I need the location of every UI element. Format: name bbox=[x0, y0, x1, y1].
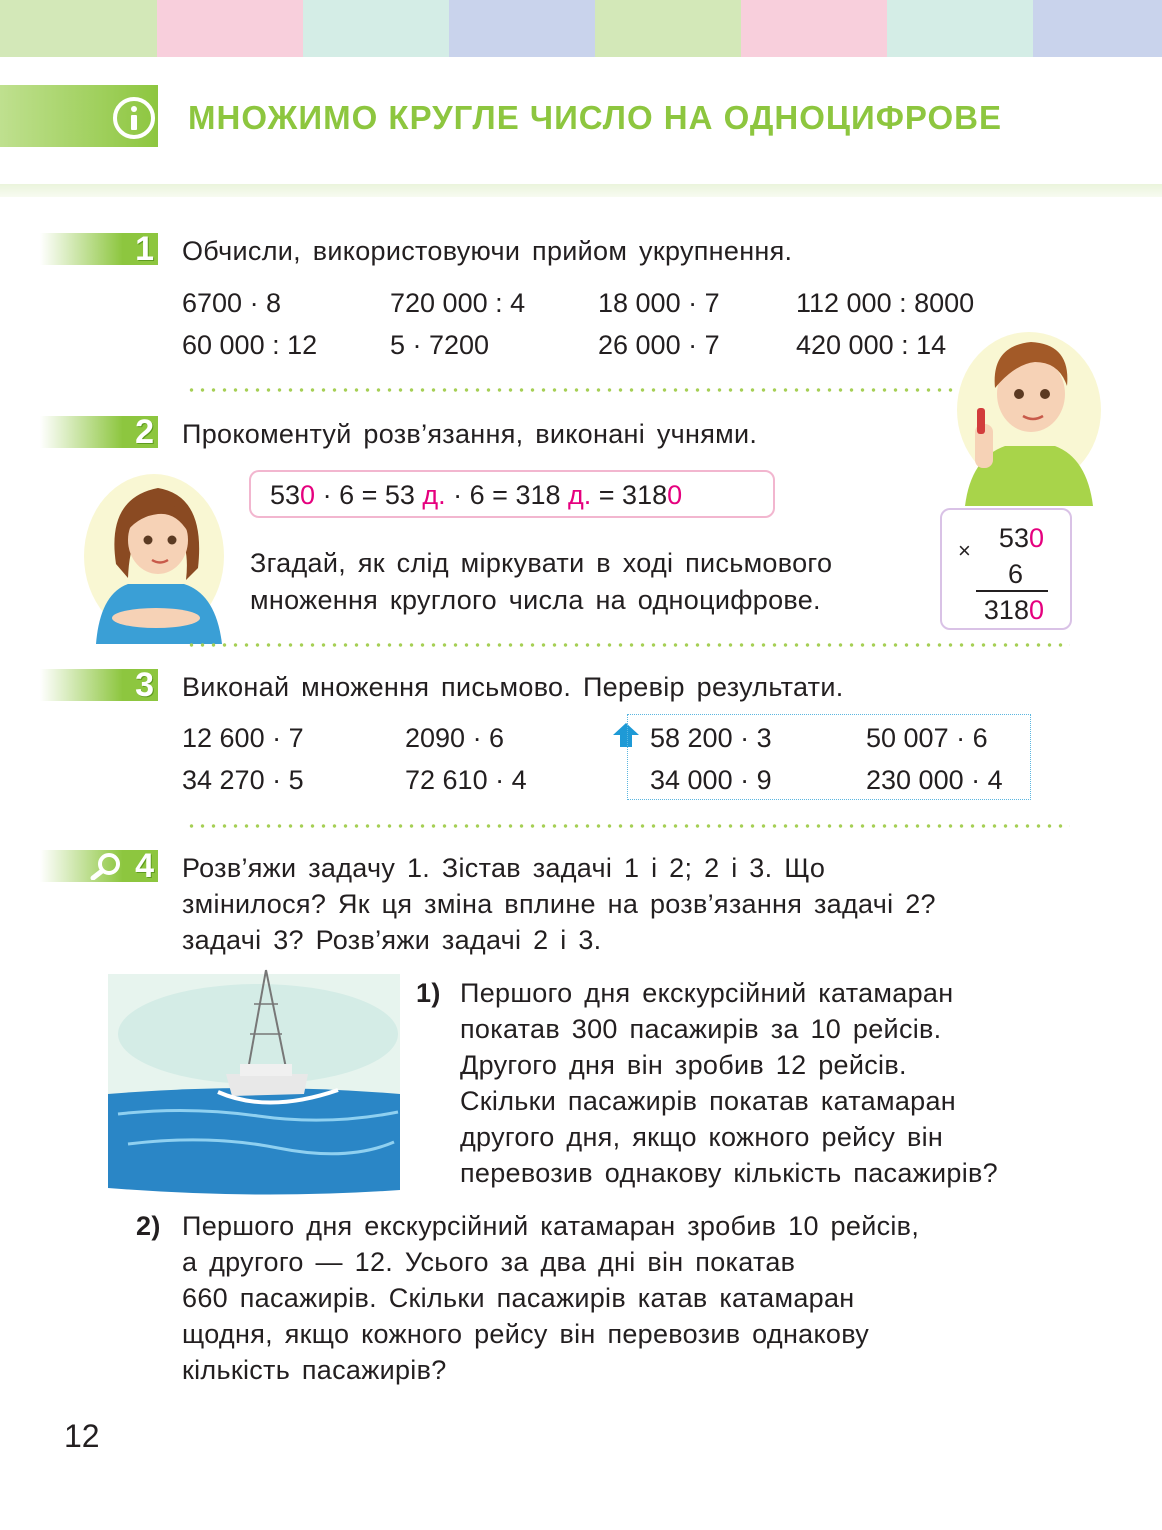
magnifier-icon bbox=[90, 852, 122, 885]
result-zero: 0 bbox=[1028, 595, 1044, 625]
page-title: МНОЖИМО КРУГЛЕ ЧИСЛО НА ОДНОЦИФРОВЕ bbox=[188, 99, 1002, 136]
task-number: 4 bbox=[135, 847, 154, 885]
stripe bbox=[1033, 0, 1162, 57]
expression: 6700 · 8 bbox=[182, 288, 282, 318]
girl-illustration bbox=[82, 468, 230, 653]
stripe bbox=[741, 0, 887, 57]
task-number: 1 bbox=[135, 230, 154, 268]
expression: 230 000 · 4 bbox=[866, 765, 1003, 795]
task-number: 2 bbox=[135, 413, 154, 451]
stripe bbox=[449, 0, 595, 57]
page-number: 12 bbox=[64, 1418, 100, 1454]
stripe bbox=[157, 0, 303, 57]
task-number-tab bbox=[40, 230, 158, 268]
expression: 112 000 : 8000 bbox=[796, 288, 975, 318]
catamaran-illustration bbox=[108, 964, 400, 1201]
problem-text: а другого — 12. Усього за два дні він покатав bbox=[182, 1247, 796, 1277]
expression: 34 000 · 9 bbox=[650, 765, 772, 795]
stripe bbox=[887, 0, 1033, 57]
stripe bbox=[0, 0, 157, 57]
task-intro: змінилося? Як ця зміна вплине на розв’язання задачі 2? bbox=[182, 889, 936, 919]
hint-text: Згадай, як слід міркувати в ході письмового bbox=[250, 548, 833, 578]
problem-text: другого дня, якщо кожного рейсу він bbox=[460, 1122, 944, 1152]
hint-text: множення круглого числа на одноцифрове. bbox=[250, 585, 821, 615]
task-intro: Розв’яжи задачу 1. Зістав задачі 1 і 2; 2 і 3. Що bbox=[182, 853, 826, 883]
multiplicand-zero: 0 bbox=[1028, 523, 1044, 553]
task-instruction: Прокоментуй розв’язання, виконані учнями. bbox=[182, 419, 758, 449]
equation-part: · 6 = 53 bbox=[315, 480, 423, 510]
problem-text: Другого дня він зробив 12 рейсів. bbox=[460, 1050, 907, 1080]
header-divider bbox=[0, 184, 1162, 197]
task-number-tab bbox=[40, 847, 158, 885]
task-intro: задачі 3? Розв’яжи задачі 2 і 3. bbox=[182, 925, 602, 955]
equation-part: 53 bbox=[270, 480, 301, 510]
equation-box bbox=[249, 470, 775, 518]
multiply-sign: × bbox=[958, 538, 971, 563]
problem-text: покатав 300 пасажирів за 10 рейсів. bbox=[460, 1014, 942, 1044]
dotted-divider bbox=[186, 824, 1070, 828]
problem-text: перевозив однакову кількість пасажирів? bbox=[460, 1158, 998, 1188]
dotted-divider bbox=[186, 643, 1070, 647]
task-instruction: Виконай множення письмово. Перевір результати. bbox=[182, 672, 844, 702]
equation-unit: д. bbox=[568, 480, 592, 510]
multiplicand-digits: 53 bbox=[998, 523, 1029, 553]
stripe bbox=[303, 0, 449, 57]
result-digits: 318 bbox=[983, 595, 1029, 625]
expression: 18 000 · 7 bbox=[598, 288, 720, 318]
dotted-divider bbox=[186, 388, 956, 392]
expression: 26 000 · 7 bbox=[598, 330, 720, 360]
task-number: 3 bbox=[135, 666, 154, 704]
task-instruction: Обчисли, використовуючи прийом укрупнення. bbox=[182, 236, 793, 266]
equation-unit: д. bbox=[422, 480, 446, 510]
expression: 5 · 7200 bbox=[390, 330, 490, 360]
problem-label: 1) bbox=[416, 978, 441, 1008]
task-number-tab bbox=[40, 413, 158, 451]
stripe bbox=[595, 0, 741, 57]
expression: 34 270 · 5 bbox=[182, 765, 304, 795]
problem-text: кількість пасажирів? bbox=[182, 1355, 447, 1385]
problem-text: 660 пасажирів. Скільки пасажирів катав катамаран bbox=[182, 1283, 855, 1313]
expression: 420 000 : 14 bbox=[796, 330, 947, 360]
column-result bbox=[984, 592, 1044, 628]
expression: 72 610 · 4 bbox=[405, 765, 527, 795]
expression: 720 000 : 4 bbox=[390, 288, 526, 318]
problem-text: Першого дня екскурсійний катамаран bbox=[460, 978, 954, 1008]
multiplier: 6 bbox=[1008, 559, 1024, 589]
boy-illustration bbox=[955, 328, 1103, 511]
info-circle-icon bbox=[112, 96, 156, 145]
equation bbox=[270, 477, 682, 513]
equation-zero: 0 bbox=[667, 480, 683, 510]
problem-text: Скільки пасажирів покатав катамаран bbox=[460, 1086, 957, 1116]
problem-text: Першого дня екскурсійний катамаран зробив 10 рейсів, bbox=[182, 1211, 920, 1241]
multiplicand bbox=[999, 520, 1044, 556]
expression: 2090 · 6 bbox=[405, 723, 505, 753]
problem-label: 2) bbox=[136, 1211, 161, 1241]
expression: 12 600 · 7 bbox=[182, 723, 304, 753]
equation-part: = 318 bbox=[591, 480, 668, 510]
equation-zero: 0 bbox=[300, 480, 316, 510]
problem-text: щодня, якщо кожного рейсу він перевозив однакову bbox=[182, 1319, 870, 1349]
task-number-tab bbox=[40, 666, 158, 704]
equation-part: · 6 = 318 bbox=[445, 480, 569, 510]
column-multiplication bbox=[940, 508, 1072, 630]
expression: 58 200 · 3 bbox=[650, 723, 772, 753]
expression: 50 007 · 6 bbox=[866, 723, 988, 753]
expression: 60 000 : 12 bbox=[182, 330, 318, 360]
